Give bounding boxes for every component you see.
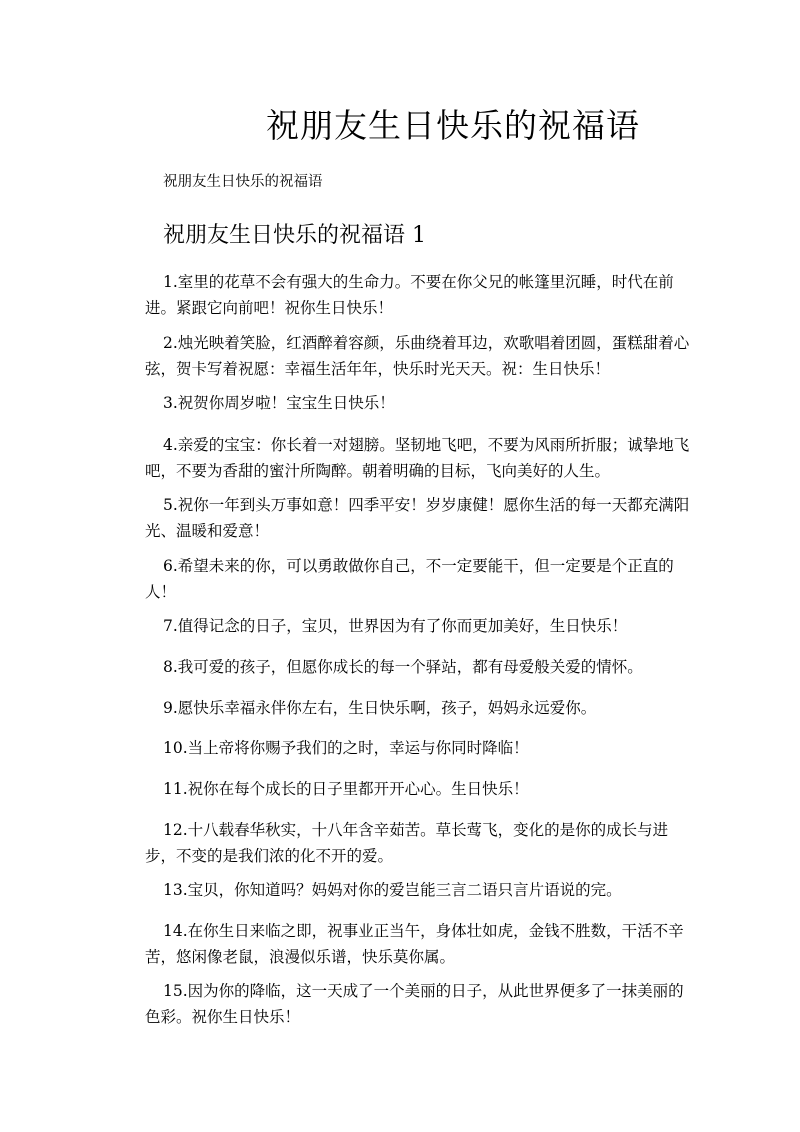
wish-item-line: 15.因为你的降临，这一天成了一个美丽的日子，从此世界便多了一抹美丽的 (163, 982, 684, 1000)
wish-item-line: 弦，贺卡写着祝愿：幸福生活年年，快乐时光天天。祝：生日快乐！ (145, 360, 611, 378)
wish-item-6 (145, 553, 737, 605)
wish-item-line: 5.祝你一年到头万事如意！四季平安！岁岁康健！愿你生活的每一天都充满阳 (163, 496, 690, 514)
wish-item-15 (145, 978, 737, 1030)
wish-item-line: 人！ (145, 583, 177, 601)
wish-item-line: 13.宝贝，你知道吗？妈妈对你的爱岂能三言二语只言片语说的完。 (163, 881, 622, 899)
wish-item-2 (145, 330, 737, 382)
wish-item-5 (145, 492, 737, 544)
document-title: 祝朋友生日快乐的祝福语 (266, 106, 640, 145)
wish-item-12 (145, 817, 737, 869)
wish-item-line: 14.在你生日来临之即，祝事业正当午，身体壮如虎，金钱不胜数，干活不辛 (163, 922, 684, 940)
wish-item-line: 9.愿快乐幸福永伴你左右，生日快乐啊，孩子，妈妈永远爱你。 (163, 699, 597, 717)
wish-item-line: 光、温暖和爱意！ (145, 522, 270, 540)
wish-item-13 (163, 877, 737, 903)
wish-item-10 (163, 735, 737, 761)
wish-item-line: 11.祝你在每个成长的日子里都开开心心。生日快乐！ (163, 780, 529, 798)
wish-item-line: 4.亲爱的宝宝：你长着一对翅膀。坚韧地飞吧，不要为风雨所折服；诚挚地飞 (163, 436, 690, 454)
wish-item-1 (145, 269, 737, 321)
wish-item-8 (163, 654, 737, 680)
wish-item-line: 7.值得记念的日子，宝贝，世界因为有了你而更加美好，生日快乐！ (163, 617, 628, 635)
wish-item-14 (145, 918, 737, 970)
wish-item-4 (145, 432, 737, 484)
wish-item-line: 步，不变的是我们浓的化不开的爱。 (145, 847, 394, 865)
wish-item-line: 6.希望未来的你，可以勇敢做你自己，不一定要能干，但一定要是个正直的 (163, 557, 674, 575)
wish-item-7 (163, 613, 737, 639)
wish-item-line: 2.烛光映着笑脸，红酒醉着容颜，乐曲绕着耳边，欢歌唱着团圆，蛋糕甜着心 (163, 334, 690, 352)
wish-item-line: 色彩。祝你生日快乐！ (145, 1008, 301, 1026)
wish-item-3 (163, 390, 737, 416)
wish-item-line: 8.我可爱的孩子，但愿你成长的每一个驿站，都有母爱般关爱的情怀。 (163, 658, 643, 676)
wish-item-11 (163, 776, 737, 802)
wish-item-line: 吧，不要为香甜的蜜汁所陶醉。朝着明确的目标，飞向美好的人生。 (145, 462, 611, 480)
wish-item-line: 12.十八载春华秋实，十八年含辛茹苦。草长莺飞，变化的是你的成长与进 (163, 821, 669, 839)
wish-item-line: 3.祝贺你周岁啦！宝宝生日快乐！ (163, 394, 395, 412)
wish-item-9 (163, 695, 737, 721)
wish-item-line: 苦，悠闲像老鼠，浪漫似乐谱，快乐莫你属。 (145, 948, 456, 966)
section-heading: 祝朋友生日快乐的祝福语 1 (163, 223, 426, 248)
wish-item-line: 1.室里的花草不会有强大的生命力。不要在你父兄的帐篷里沉睡，时代在前 (163, 273, 674, 291)
wish-item-line: 进。紧跟它向前吧！祝你生日快乐！ (145, 299, 394, 317)
wish-item-line: 10.当上帝将你赐予我们的之时，幸运与你同时降临！ (163, 739, 529, 757)
document-subtitle: 祝朋友生日快乐的祝福语 (163, 174, 323, 190)
